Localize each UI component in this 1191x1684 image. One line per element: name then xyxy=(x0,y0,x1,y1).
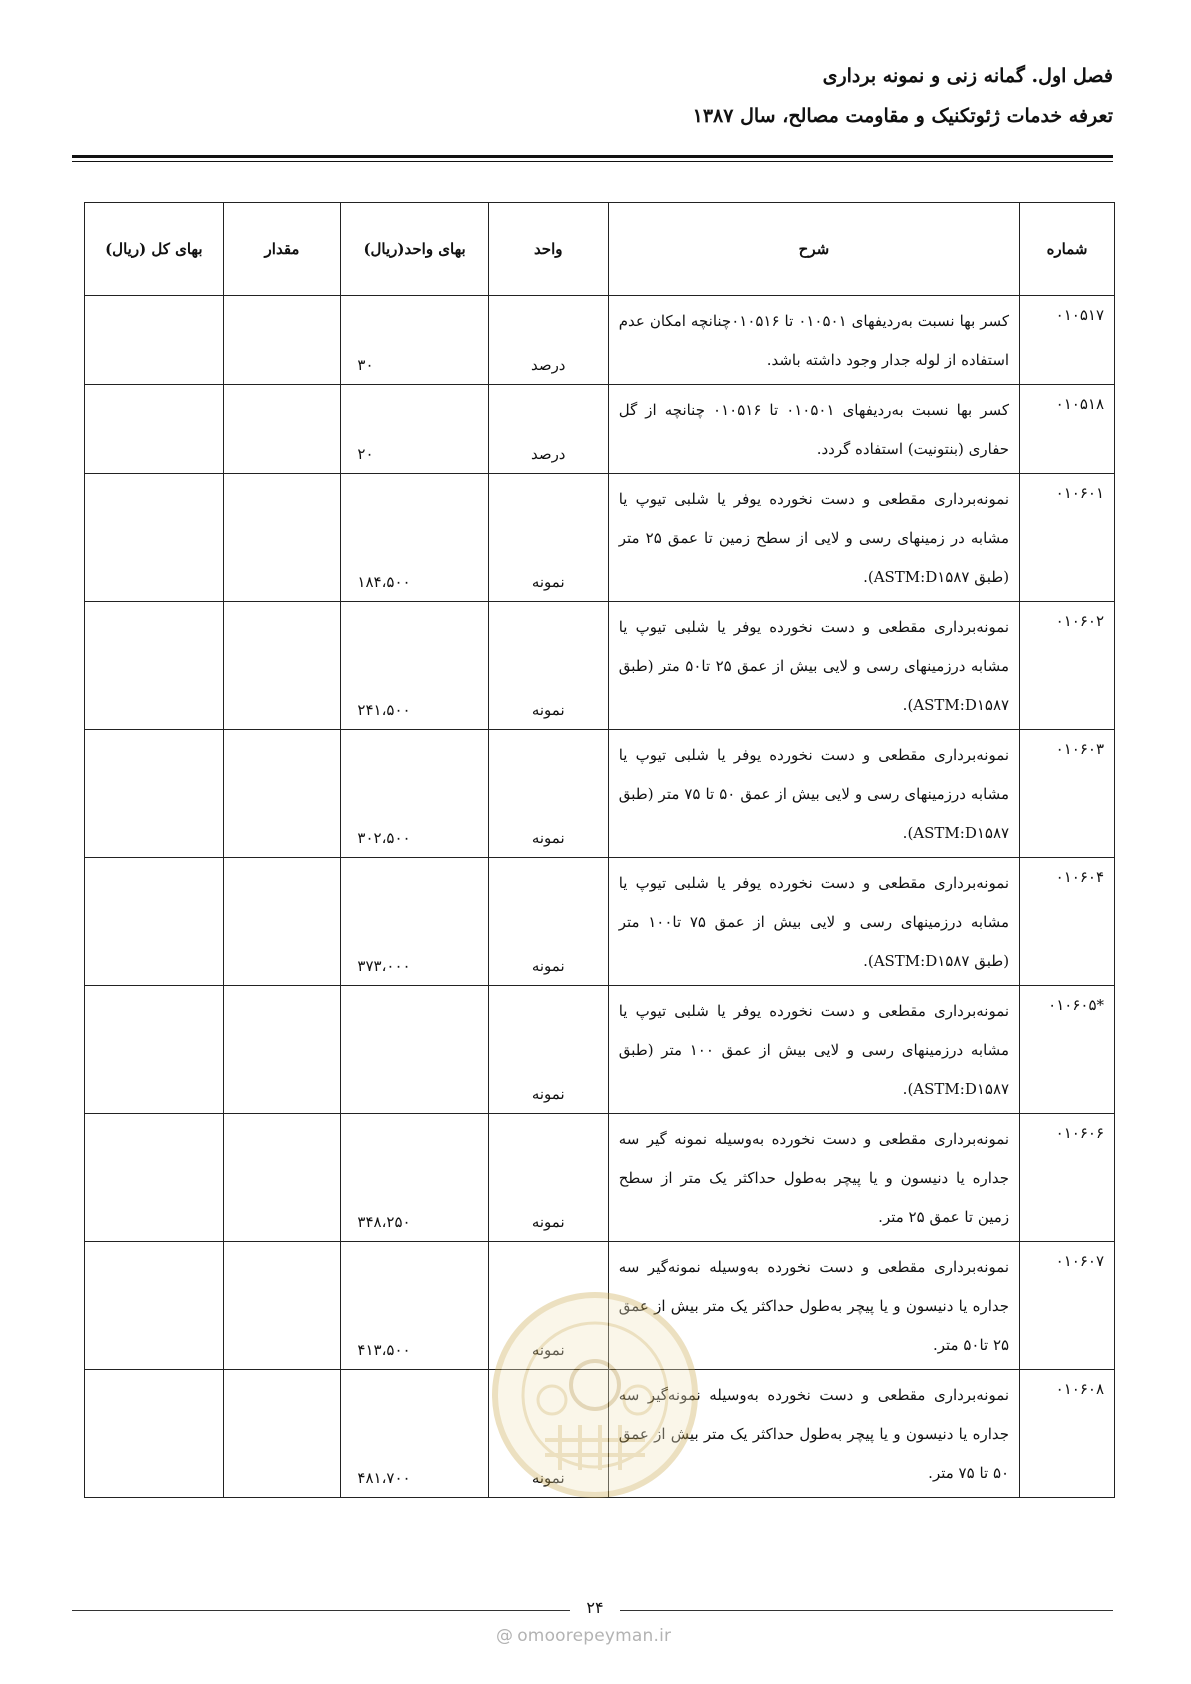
item-quantity xyxy=(223,1242,341,1370)
item-total-price xyxy=(85,986,224,1114)
item-number: ۰۱۰۵۱۸ xyxy=(1020,385,1115,474)
item-quantity xyxy=(223,385,341,474)
item-number: ۰۱۰۵۱۷ xyxy=(1020,296,1115,385)
item-quantity xyxy=(223,730,341,858)
item-quantity xyxy=(223,474,341,602)
item-total-price xyxy=(85,1114,224,1242)
table-row xyxy=(85,986,1115,1114)
header-description: شرح xyxy=(608,203,1019,296)
item-description: کسر بها نسبت به‌ردیفهای ۰۱۰۵۰۱ تا ۰۱۰۵۱۶ چنانچه از گل حفاری (بنتونیت) استفاده گردد. xyxy=(608,385,1019,474)
item-unit: نمونه xyxy=(488,1370,608,1498)
header-number: شماره xyxy=(1020,203,1115,296)
item-quantity xyxy=(223,1114,341,1242)
at-sign-icon: @ xyxy=(496,1626,514,1646)
item-quantity xyxy=(223,986,341,1114)
item-description: نمونه‌برداری مقطعی و دست نخورده به‌وسیله نمونه‌گیر سه جداره یا دنیسون و یا پیچر به‌طول حداکثر یک متر بیش از عمق ۵۰ تا ۷۵ متر. xyxy=(608,1370,1019,1498)
item-unit: نمونه xyxy=(488,1114,608,1242)
header-total-price: بهای کل (ریال) xyxy=(85,203,224,296)
item-description: نمونه‌برداری مقطعی و دست نخورده یوفر یا شلبی تیوپ یا مشابه در زمینهای رسی و لایی از سطح زمین تا عمق ۲۵ متر (طبق ASTM:D۱۵۸۷). xyxy=(608,474,1019,602)
item-quantity xyxy=(223,1370,341,1498)
item-unit-price xyxy=(341,986,488,1114)
table-row xyxy=(85,296,1115,385)
item-unit: درصد xyxy=(488,385,608,474)
chapter-title: فصل اول. گمانه زنی و نمونه برداری xyxy=(822,65,1113,87)
header-unit: واحد xyxy=(488,203,608,296)
item-unit: نمونه xyxy=(488,730,608,858)
header-unit-price: بهای واحد(ریال) xyxy=(341,203,488,296)
item-number: ۰۱۰۶۰۸ xyxy=(1020,1370,1115,1498)
item-unit: نمونه xyxy=(488,986,608,1114)
item-total-price xyxy=(85,385,224,474)
item-total-price xyxy=(85,1242,224,1370)
item-unit-price: ۴۱۳،۵۰۰ xyxy=(341,1242,488,1370)
table-row xyxy=(85,1114,1115,1242)
item-description: نمونه‌برداری مقطعی و دست نخورده به‌وسیله نمونه‌گیر سه جداره یا دنیسون و یا پیچر به‌طول حداکثر یک متر بیش از عمق ۲۵ تا۵۰ متر. xyxy=(608,1242,1019,1370)
item-description: نمونه‌برداری مقطعی و دست نخورده یوفر یا شلبی تیوپ یا مشابه درزمینهای رسی و لایی بیش از عمق ۲۵ تا۵۰ متر (طبق ASTM:D۱۵۸۷). xyxy=(608,602,1019,730)
header-divider xyxy=(72,155,1113,158)
item-unit: نمونه xyxy=(488,602,608,730)
header-divider-thin xyxy=(72,161,1113,162)
item-number: ۰۱۰۶۰۳ xyxy=(1020,730,1115,858)
item-number: ۰۱۰۶۰۲ xyxy=(1020,602,1115,730)
tariff-table xyxy=(84,202,1115,1498)
item-quantity xyxy=(223,296,341,385)
item-unit: نمونه xyxy=(488,858,608,986)
document-title: تعرفه خدمات ژئوتکنیک و مقاومت مصالح، سال ۱۳۸۷ xyxy=(692,105,1113,127)
page-header xyxy=(73,62,1113,130)
watermark-url-text xyxy=(496,1626,671,1646)
item-total-price xyxy=(85,858,224,986)
table-row xyxy=(85,1370,1115,1498)
item-number: ۰۱۰۶۰۶ xyxy=(1020,1114,1115,1242)
item-unit: درصد xyxy=(488,296,608,385)
item-total-price xyxy=(85,1370,224,1498)
item-description: نمونه‌برداری مقطعی و دست نخورده به‌وسیله نمونه گیر سه جداره یا دنیسون و یا پیچر به‌طول حداکثر یک متر از سطح زمین تا عمق ۲۵ متر. xyxy=(608,1114,1019,1242)
watermark-url: omoorepeyman.ir xyxy=(517,1626,672,1646)
table-row xyxy=(85,385,1115,474)
item-unit-price: ۳۰ xyxy=(341,296,488,385)
item-unit-price: ۲۴۱،۵۰۰ xyxy=(341,602,488,730)
item-total-price xyxy=(85,602,224,730)
item-unit-price: ۳۷۳،۰۰۰ xyxy=(341,858,488,986)
page-number: ۲۴ xyxy=(570,1598,620,1618)
table-row xyxy=(85,730,1115,858)
item-quantity xyxy=(223,602,341,730)
table-row xyxy=(85,602,1115,730)
item-total-price xyxy=(85,296,224,385)
header-quantity: مقدار xyxy=(223,203,341,296)
item-description: نمونه‌برداری مقطعی و دست نخورده یوفر یا شلبی تیوپ یا مشابه درزمینهای رسی و لایی بیش از عمق ۷۵ تا۱۰۰ متر (طبق ASTM:D۱۵۸۷). xyxy=(608,858,1019,986)
item-number: *۰۱۰۶۰۵ xyxy=(1020,986,1115,1114)
item-unit-price: ۴۸۱،۷۰۰ xyxy=(341,1370,488,1498)
item-description: کسر بها نسبت به‌ردیفهای ۰۱۰۵۰۱ تا ۰۱۰۵۱۶چنانچه امکان عدم استفاده از لوله جدار وجود داشته باشد. xyxy=(608,296,1019,385)
table-row xyxy=(85,858,1115,986)
item-number: ۰۱۰۶۰۴ xyxy=(1020,858,1115,986)
table-row xyxy=(85,1242,1115,1370)
item-description: نمونه‌برداری مقطعی و دست نخورده یوفر یا شلبی تیوپ یا مشابه درزمینهای رسی و لایی بیش از عمق ۵۰ تا ۷۵ متر (طبق ASTM:D۱۵۸۷). xyxy=(608,730,1019,858)
item-unit: نمونه xyxy=(488,474,608,602)
item-total-price xyxy=(85,474,224,602)
item-unit-price: ۲۰ xyxy=(341,385,488,474)
item-number: ۰۱۰۶۰۷ xyxy=(1020,1242,1115,1370)
item-total-price xyxy=(85,730,224,858)
item-description: نمونه‌برداری مقطعی و دست نخورده یوفر یا شلبی تیوپ یا مشابه درزمینهای رسی و لایی بیش از عمق ۱۰۰ متر (طبق ASTM:D۱۵۸۷). xyxy=(608,986,1019,1114)
item-unit-price: ۱۸۴،۵۰۰ xyxy=(341,474,488,602)
item-quantity xyxy=(223,858,341,986)
item-unit: نمونه xyxy=(488,1242,608,1370)
table-row xyxy=(85,474,1115,602)
table-header-row xyxy=(85,203,1115,296)
item-number: ۰۱۰۶۰۱ xyxy=(1020,474,1115,602)
item-unit-price: ۳۴۸،۲۵۰ xyxy=(341,1114,488,1242)
item-unit-price: ۳۰۲،۵۰۰ xyxy=(341,730,488,858)
